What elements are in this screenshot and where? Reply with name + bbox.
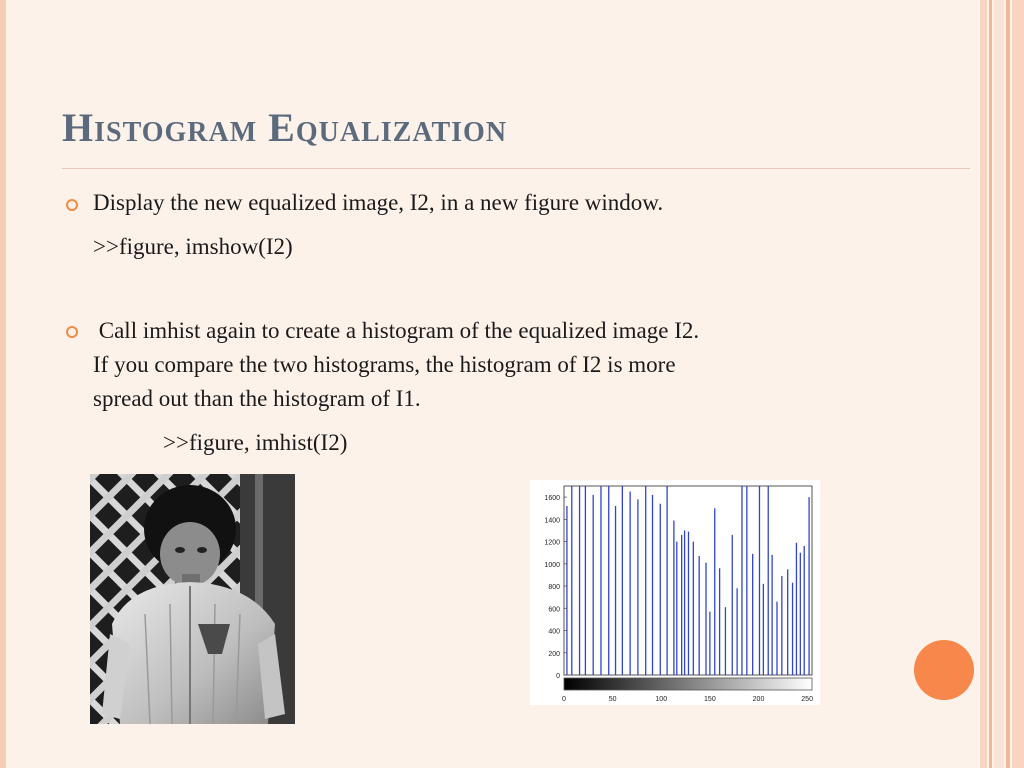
bullet-2-line-2: If you compare the two histograms, the histogram of I2 is more [93,352,676,377]
y-tick-label: 200 [548,650,560,658]
y-tick-label: 1400 [544,517,560,525]
equalized-photo [90,474,295,724]
bullet-2-line-3: spread out than the histogram of I1. [93,386,421,411]
decorative-circle [914,640,974,700]
x-tick-label: 150 [704,696,716,703]
slide-title: Histogram Equalization [62,105,508,150]
right-border-stripes [980,0,1024,768]
title-divider [62,168,970,169]
y-tick-label: 1000 [544,561,560,569]
x-tick-label: 200 [752,696,765,703]
photo-icon [90,474,295,724]
x-tick-label: 0 [562,696,566,703]
x-tick-label: 250 [801,696,813,703]
bullet-icon [66,326,78,338]
left-border [0,0,6,768]
y-tick-label: 800 [548,584,560,592]
bullet-2-line-1: Call imhist again to create a histogram of the equalized image I2. [93,318,700,343]
bullet-2-code: >>figure, imhist(I2) [163,430,348,455]
x-tick-label: 50 [608,696,617,703]
y-tick-label: 400 [548,628,560,636]
bullet-1-text: Display the new equalized image, I2, in a new figure window. [93,190,664,215]
intensity-colorbar [564,678,812,690]
bullet-icon [66,199,78,211]
y-tick-label: 0 [556,673,560,680]
y-tick-label: 1600 [544,495,560,503]
histogram-svg [530,480,820,705]
y-tick-label: 600 [548,606,560,614]
y-tick-label: 1200 [544,539,560,547]
x-tick-label: 100 [655,696,668,703]
bullet-1-code: >>figure, imshow(I2) [93,234,293,259]
histogram-chart [530,480,820,705]
